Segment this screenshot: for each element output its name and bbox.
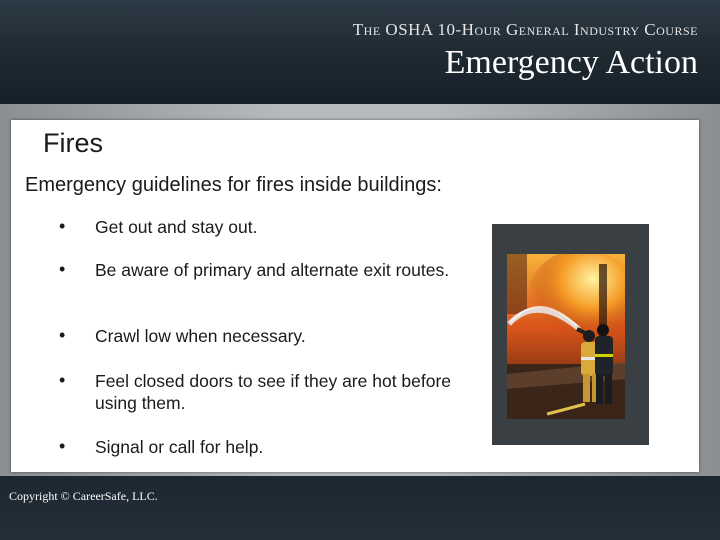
bullet-icon: • [59,216,66,236]
slide-footer [0,476,720,540]
bullet-text: Feel closed doors to see if they are hot before using them. [95,371,452,413]
firefighters-photo [507,254,625,419]
course-title: The OSHA 10-Hour General Industry Course [352,20,698,39]
slide-header [0,0,720,104]
slide-title: Fires [43,128,103,158]
copyright-text: Copyright © CareerSafe, LLC. [9,489,158,503]
photo-frame [492,224,649,445]
intro-text: Emergency guidelines for fires inside buildings: [25,174,442,196]
bullet-text: Signal or call for help. [95,437,264,457]
bullet-icon: • [59,325,66,345]
bullet-text: Crawl low when necessary. [95,326,306,346]
bullet-icon: • [59,436,66,456]
bullet-icon: • [59,370,66,390]
bullet-icon: • [59,259,66,279]
slide-content [11,120,699,472]
bullet-text: Get out and stay out. [95,217,258,237]
bullet-text: Be aware of primary and alternate exit routes. [95,260,450,280]
section-title: Emergency Action [444,44,698,81]
